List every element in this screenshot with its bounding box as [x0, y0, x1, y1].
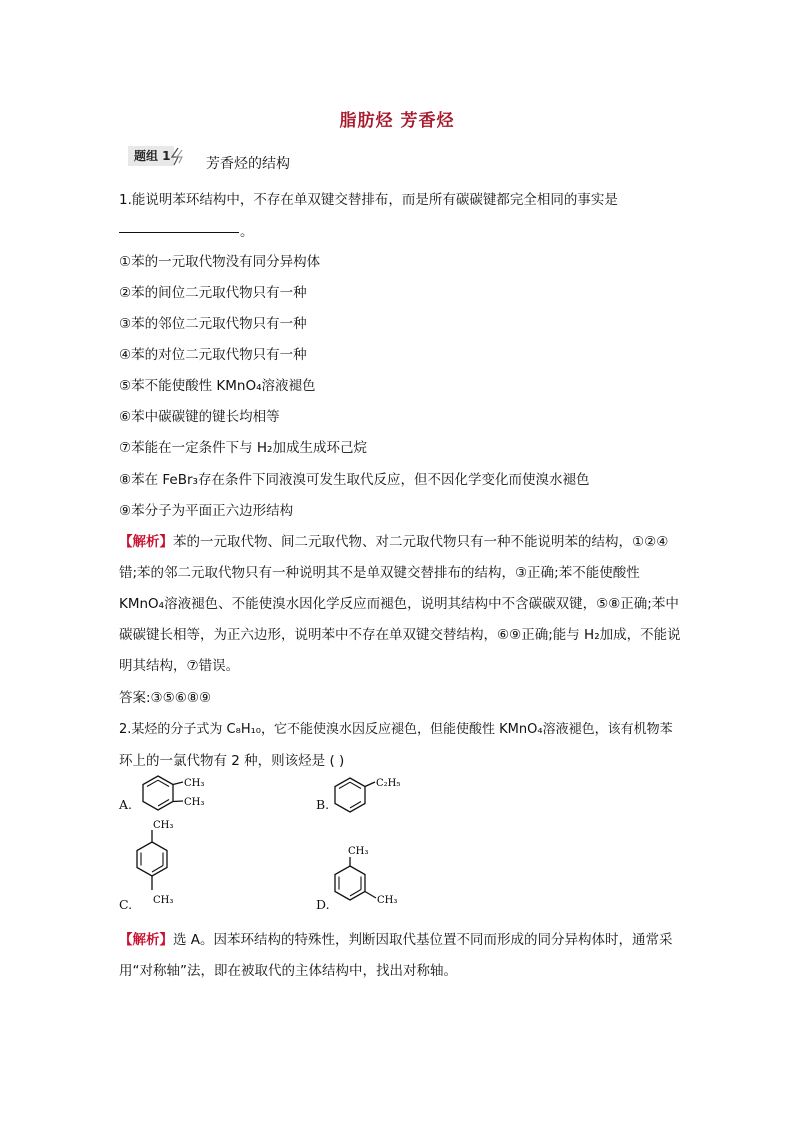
substituent-label: C₂H₅ — [376, 778, 401, 789]
group-title: 芳香烃的结构 — [206, 156, 290, 172]
q1-item: ⑨苯分子为平面正六边形结构 — [119, 503, 294, 519]
q1-item: ③苯的邻位二元取代物只有一种 — [119, 316, 307, 332]
substituent-label: CH₃ — [184, 797, 205, 808]
analysis-text: 明其结构，⑦错误。 — [119, 658, 240, 674]
q2-stem: 环上的一氯代物有 2 种，则该烃是 ( ) — [119, 753, 345, 769]
analysis-text: 苯的一元取代物、间二元取代物、对二元取代物只有一种不能说明苯的结构，①②④ — [173, 534, 669, 550]
structure-d-meta-xylene — [328, 842, 418, 914]
q1-item: ⑦苯能在一定条件下与 H₂加成生成环己烷 — [119, 440, 367, 456]
q1-answer: 答案:③⑤⑥⑧⑨ — [119, 690, 212, 706]
option-letter: C. — [119, 897, 133, 912]
substituent-label: CH₃ — [153, 895, 174, 906]
analysis-text: 用“对称轴”法，即在被取代的主体结构中，找出对称轴。 — [119, 963, 457, 979]
substituent-label: CH₃ — [153, 820, 174, 831]
structure-b-ethylbenzene — [330, 772, 420, 818]
option-letter: B. — [316, 797, 330, 812]
analysis-text: 选 A。因苯环结构的特殊性，判断因取代基位置不同而形成的同分异构体时，通常采 — [173, 932, 673, 948]
analysis-text: 错;苯的邻二元取代物只有一种说明其不是单双键交替排布的结构，③正确;苯不能使酸性 — [119, 565, 640, 581]
group-badge-label: 题组 1 — [134, 149, 171, 163]
q2-stem: 2.某烃的分子式为 C₈H₁₀，它不能使溴水因反应褪色，但能使酸性 KMnO₄溶液褪色，该有机物苯 — [119, 722, 673, 737]
analysis-text: KMnO₄溶液褪色、不能使溴水因化学反应而褪色，说明其结构中不含碳碳双键，⑤⑧正确;苯中 — [119, 596, 679, 612]
q1-blank-suffix: 。 — [240, 224, 254, 240]
analysis-label: 【解析】 — [119, 932, 173, 948]
q1-item: ②苯的间位二元取代物只有一种 — [119, 285, 307, 301]
q1-stem: 1.能说明苯环结构中，不存在单双键交替排布，而是所有碳碳键都完全相同的事实是 — [119, 192, 618, 208]
option-letter: D. — [316, 897, 330, 912]
q1-item: ⑥苯中碳碳键的键长均相等 — [119, 409, 280, 425]
q1-answer-blank — [119, 232, 239, 233]
analysis-label: 【解析】 — [119, 534, 173, 550]
option-letter: A. — [119, 797, 133, 812]
analysis-text: 碳碳键长相等，为正六边形，说明苯中不存在单双键交替结构，⑥⑨正确;能与 H₂加成，不能说 — [119, 627, 681, 643]
substituent-label: CH₃ — [348, 846, 369, 857]
substituent-label: CH₃ — [184, 778, 205, 789]
structure-c-para-xylene — [130, 816, 200, 916]
q1-item: ④苯的对位二元取代物只有一种 — [119, 347, 307, 363]
q1-item: ⑧苯在 FeBr₃存在条件下同液溴可发生取代反应，但不因化学变化而使溴水褪色 — [119, 472, 590, 488]
page-title: 脂肪烃 芳香烃 — [339, 111, 455, 131]
structure-a-ortho-xylene — [134, 772, 214, 818]
q1-item: ①苯的一元取代物没有同分异构体 — [119, 254, 321, 270]
substituent-label: CH₃ — [377, 895, 398, 906]
q1-item: ⑤苯不能使酸性 KMnO₄溶液褪色 — [119, 378, 316, 394]
